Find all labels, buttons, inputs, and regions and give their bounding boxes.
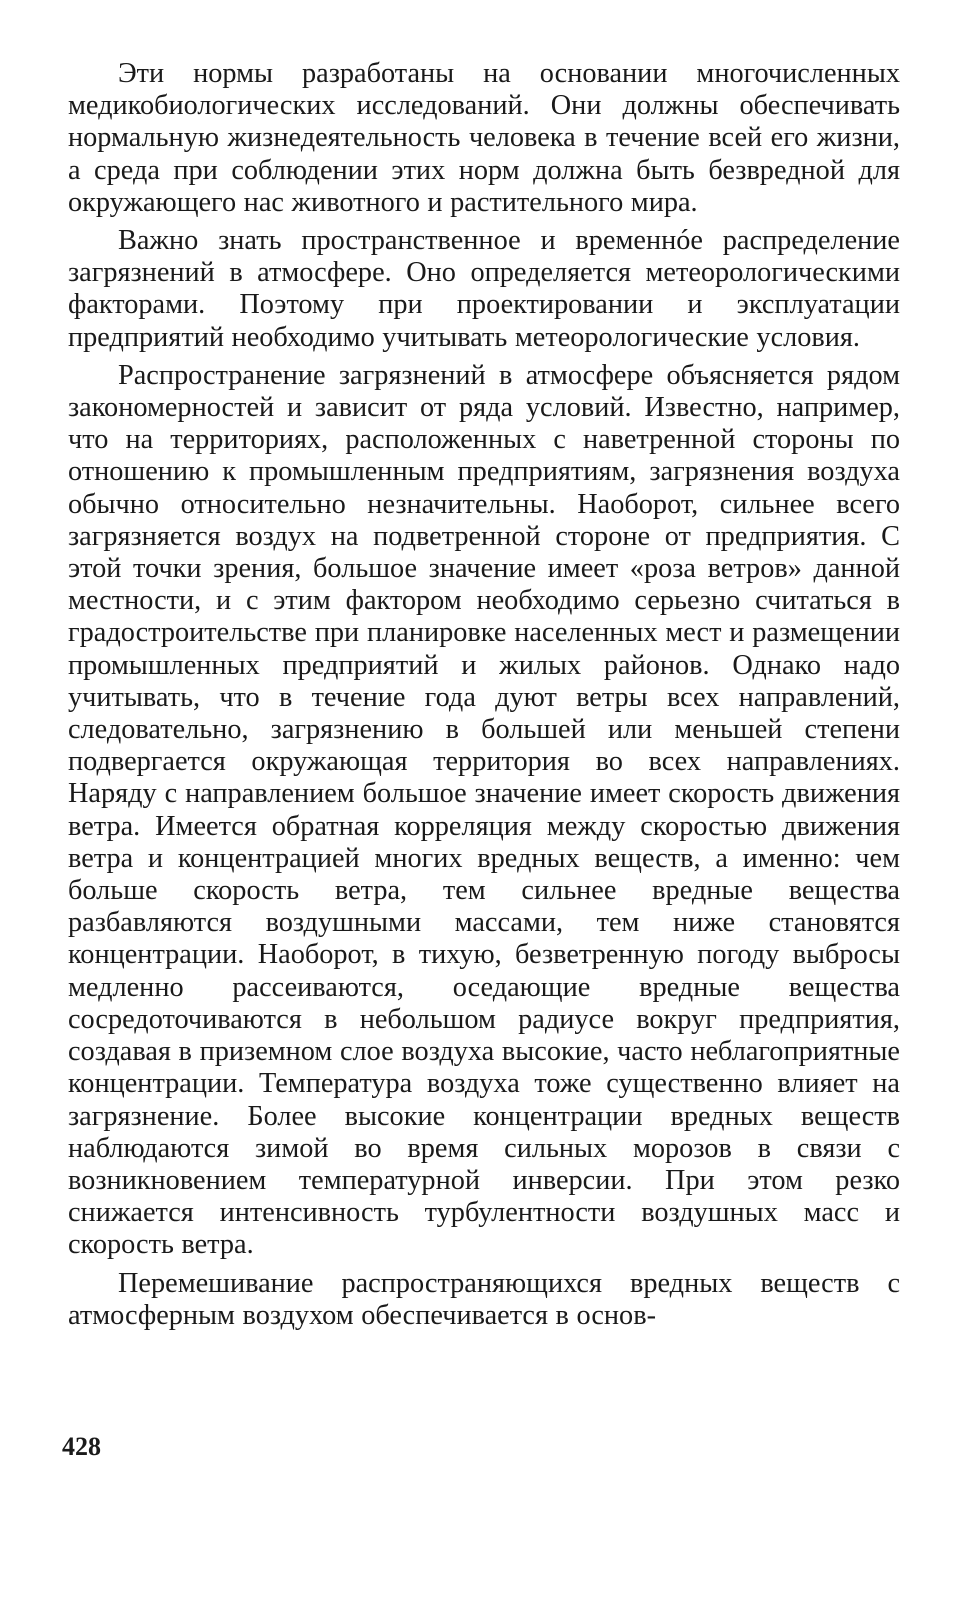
body-text bbox=[68, 58, 900, 1332]
paragraph-2: Важно знать пространственное и временнóе распределение загрязнений в атмосфере. Оно определяется метеорологическими факторами. Поэтому при проектировании и эксплуатации предприятий необходимо учитывать метеорологические условия. bbox=[68, 225, 900, 353]
paragraph-1: Эти нормы разработаны на основании многочисленных медикобиологических исследований. Они должны обеспечивать нормальную жизнедеятельность человека в течение всей его жизни, а среда при соблюдении этих норм должна быть безвредной для окружающего нас животного и растительного мира. bbox=[68, 58, 900, 218]
page-number: 428 bbox=[62, 1432, 101, 1461]
paragraph-3: Распространение загрязнений в атмосфере объясняется рядом закономерностей и зависит от ряда условий. Известно, например, что на территориях, расположенных с наветренной стороны по отношению к промышленным предприятиям, загрязнения воздуха обычно относительно незначительны. Наоборот, сильнее всего загрязняется воздух на подветренной стороне от предприятия. С этой точки зрения, большое значение имеет «роза ветров» данной местности, и с этим фактором необходимо серьезно считаться в градостроительстве при планировке населенных мест и размещении промышленных предприятий и жилых районов. Однако надо учитывать, что в течение года дуют ветры всех направлений, следовательно, загрязнению в большей или меньшей степени подвергается окружающая территория во всех направлениях. Наряду с направлением большое значение имеет скорость движения ветра. Имеется обратная корреляция между скоростью движения ветра и концентрацией многих вредных веществ, а именно: чем больше скорость ветра, тем сильнее вредные вещества разбавляются воздушными массами, тем ниже становятся концентрации. Наоборот, в тихую, безветренную погоду выбросы медленно рассеиваются, оседающие вредные вещества сосредоточиваются в небольшом радиусе вокруг предприятия, создавая в приземном слое воздуха высокие, часто неблагоприятные концентрации. Температура воздуха тоже существенно влияет на загрязнение. Более высокие концентрации вредных веществ наблюдаются зимой во время сильных морозов в связи с возникновением температурной инверсии. При этом резко снижается интенсивность турбулентности воздушных масс и скорость ветра. bbox=[68, 359, 900, 1261]
paragraph-4: Перемешивание распространяющихся вредных веществ с атмосферным воздухом обеспечивается в основ- bbox=[68, 1267, 900, 1331]
